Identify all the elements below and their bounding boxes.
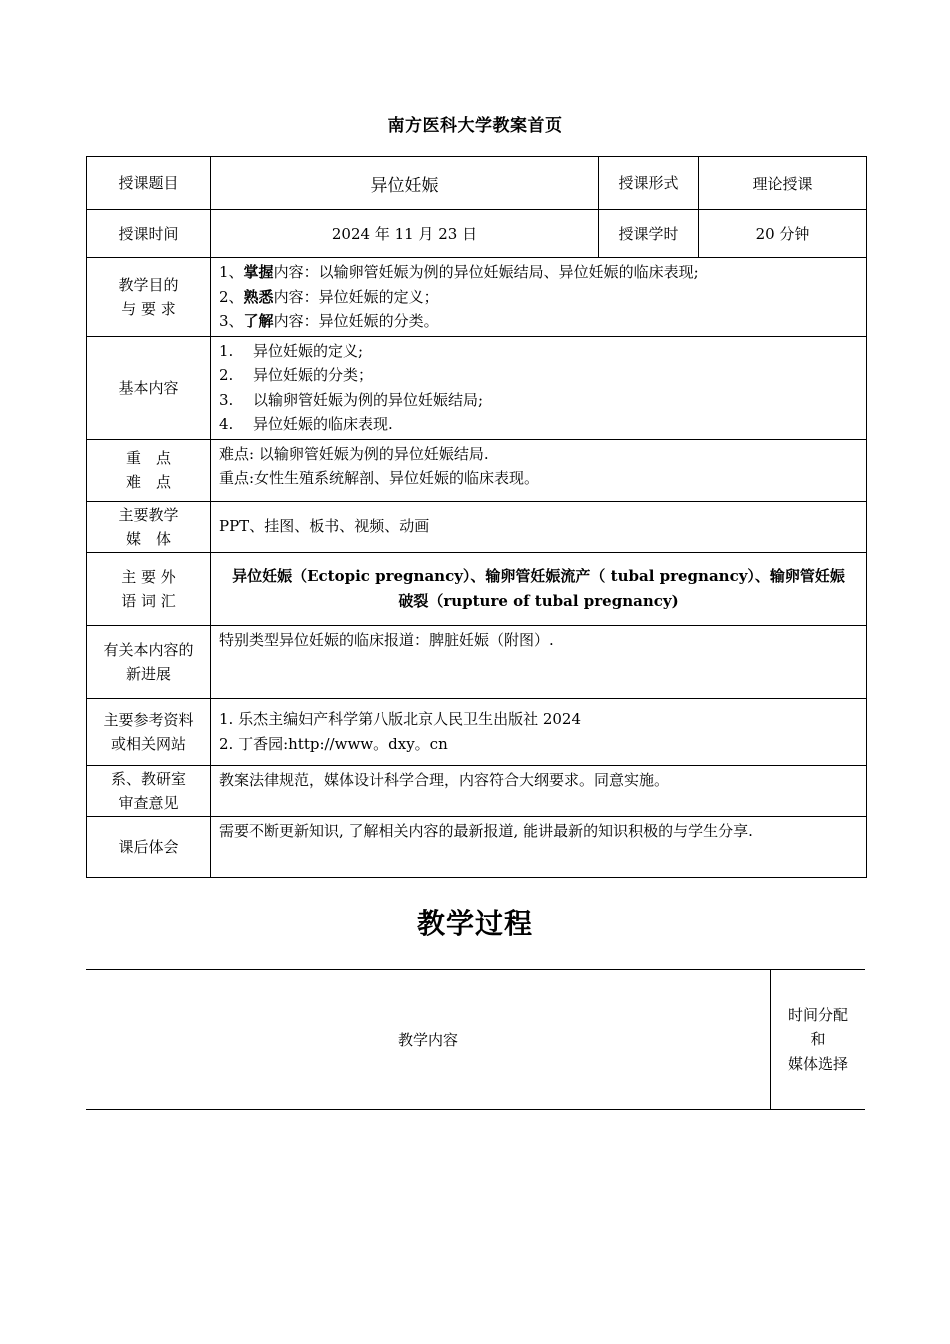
basic-label: 基本内容 [87,336,211,439]
list-item: 4. 异位妊娠的临床表现. [219,415,393,433]
hours-label: 授课学时 [599,210,699,258]
table-row [87,439,867,501]
table-row [87,552,867,625]
list-item: 2. 丁香园:http://www。dxy。cn [219,734,448,753]
list-item: 3、了解内容：异位妊娠的分类。 [219,312,439,330]
hours-value: 20 分钟 [699,210,867,258]
refs-list [211,698,867,765]
lesson-plan-table [86,156,867,878]
objectives-list [211,258,867,337]
reflection-value: 需要不断更新知识, 了解相关内容的最新报道, 能讲最新的知识积极的与学生分享. [211,816,867,877]
basic-list [211,336,867,439]
table-row [87,157,867,210]
section-title: 教学过程 [416,907,533,940]
topic-value: 异位妊娠 [211,157,599,210]
page-title: 南方医科大学教案首页 [387,116,563,136]
table-row [87,765,867,816]
key-points-label: 重 点 难 点 [87,439,211,501]
objectives-label: 教学目的 与 要 求 [87,258,211,337]
table-row [87,816,867,877]
process-content-header [86,970,771,1109]
table-row [87,698,867,765]
list-item: 3. 以输卵管妊娠为例的异位妊娠结局; [219,390,484,409]
reflection-label: 课后体会 [87,816,211,877]
time-label: 授课时间 [87,210,211,258]
media-label: 主要教学 媒 体 [87,501,211,552]
progress-value: 特别类型异位妊娠的临床报道：脾脏妊娠（附图）. [211,625,867,698]
form-label: 授课形式 [599,157,699,210]
review-label: 系、教研室 审查意见 [87,765,211,816]
progress-label: 有关本内容的 新进展 [87,625,211,698]
refs-label: 主要参考资料 或相关网站 [87,698,211,765]
vocab-value: 异位妊娠（Ectopic pregnancy）、输卵管妊娠流产（ tubal pregnancy）、输卵管妊娠 破裂（rupture of tubal pregnancy) [211,552,867,625]
vocab-label: 主 要 外 语 词 汇 [87,552,211,625]
key-points: 难点: 以输卵管妊娠为例的异位妊娠结局. 重点:女性生殖系统解剖、异位妊娠的临床表现。 [211,439,867,501]
time-value: 2024 年 11 月 23 日 [211,210,599,258]
list-item: 1、掌握内容：以输卵管妊娠为例的异位妊娠结局、异位妊娠的临床表现; [219,263,699,281]
table-row [87,210,867,258]
form-value: 理论授课 [699,157,867,210]
media-value: PPT、挂图、板书、视频、动画 [211,501,867,552]
process-content-label: 教学内容 [397,1031,458,1049]
review-value: 教案法律规范，媒体设计科学合理，内容符合大纲要求。同意实施。 [211,765,867,816]
list-item: 2、熟悉内容：异位妊娠的定义； [219,287,439,306]
list-item: 1. 异位妊娠的定义; [219,341,364,360]
table-row [87,336,867,439]
process-time-header: 时间分配 和 媒体选择 [787,1005,848,1073]
list-item: 2. 异位妊娠的分类； [219,366,374,384]
table-row [87,501,867,552]
table-row [87,625,867,698]
list-item: 1. 乐杰主编妇产科学第八版北京人民卫生出版社 2024 [219,710,582,728]
process-table [86,969,865,1110]
table-row [87,258,867,337]
topic-label: 授课题目 [87,157,211,210]
